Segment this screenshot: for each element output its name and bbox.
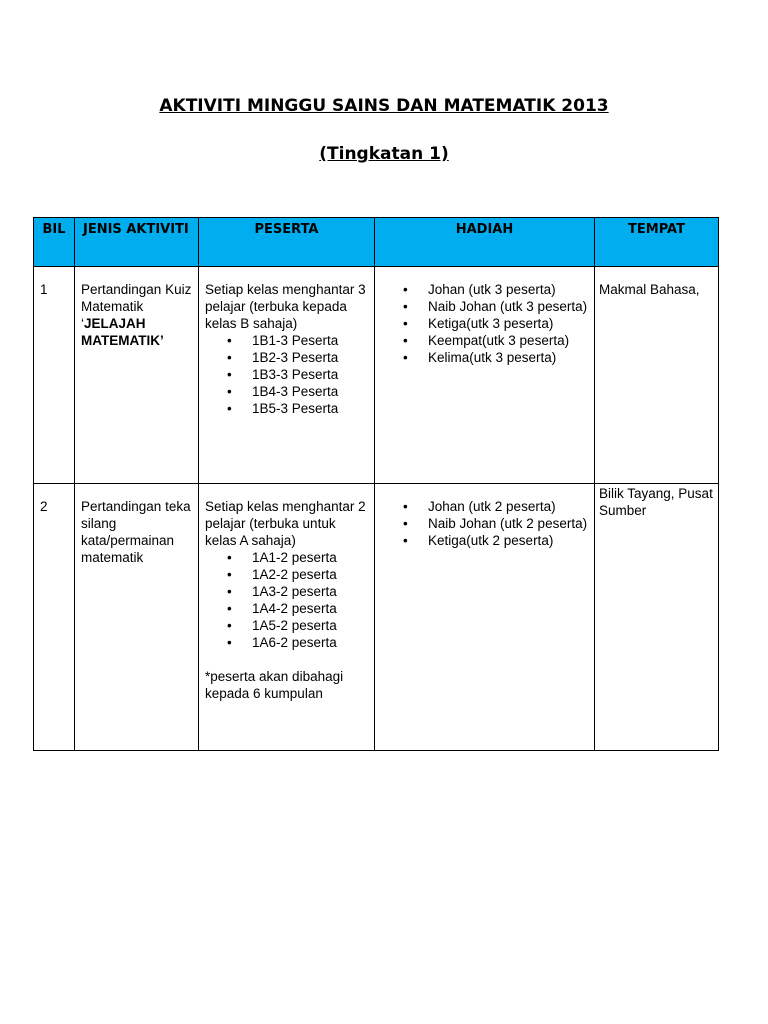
jenis-label: Pertandingan teka silang kata/permainan matematik: [81, 499, 191, 565]
jenis-text: [75, 267, 198, 349]
list-item: • 1A3-2 peserta: [227, 583, 368, 600]
list-item: • 1A1-2 peserta: [227, 549, 368, 566]
hadiah-list: [381, 498, 588, 549]
hadiah-list: [381, 281, 588, 366]
header-hadiah: HADIAH: [375, 218, 595, 267]
list-item: • 1B1-3 Peserta: [227, 332, 368, 349]
jenis-activity-name: JELAJAH MATEMATIK’: [81, 316, 164, 348]
list-item: • Keempat(utk 3 peserta): [403, 332, 588, 349]
list-item: • 1B2-3 Peserta: [227, 349, 368, 366]
tempat-cell: [595, 267, 719, 484]
peserta-content: [199, 267, 374, 417]
peserta-cell: [199, 484, 375, 751]
list-item: • Johan (utk 3 peserta): [403, 281, 588, 298]
list-item: • Ketiga(utk 2 peserta): [403, 532, 588, 549]
hadiah-cell: [375, 267, 595, 484]
list-item: • 1A6-2 peserta: [227, 634, 368, 651]
tempat-value: Makmal Bahasa,: [599, 282, 700, 297]
jenis-label: Pertandingan Kuiz Matematik ‘: [81, 282, 192, 331]
header-jenis-aktiviti: JENIS AKTIVITI: [75, 218, 199, 267]
jenis-cell: [75, 484, 199, 751]
table-row: [34, 484, 719, 751]
list-item: • 1A5-2 peserta: [227, 617, 368, 634]
peserta-content: [199, 484, 374, 702]
bil-value: 1: [40, 282, 48, 297]
list-item: • 1B3-3 Peserta: [227, 366, 368, 383]
jenis-cell: [75, 267, 199, 484]
peserta-list: [205, 549, 368, 651]
document-subtitle: (Tingkatan 1): [319, 144, 449, 164]
activities-table: [33, 217, 719, 751]
table-header: [34, 218, 719, 267]
list-item: • 1A2-2 peserta: [227, 566, 368, 583]
bil-cell: [34, 267, 75, 484]
peserta-intro: Setiap kelas menghantar 2 pelajar (terbuka untuk kelas A sahaja): [205, 499, 366, 548]
hadiah-content: [375, 267, 594, 366]
list-item: • 1B5-3 Peserta: [227, 400, 368, 417]
table-row: [34, 267, 719, 484]
peserta-intro: Setiap kelas menghantar 3 pelajar (terbuka kepada kelas B sahaja): [205, 282, 366, 331]
peserta-cell: [199, 267, 375, 484]
jenis-text: [75, 484, 198, 566]
bil-cell: [34, 484, 75, 751]
peserta-note: *peserta akan dibahagi kepada 6 kumpulan: [205, 669, 344, 701]
list-item: • 1A4-2 peserta: [227, 600, 368, 617]
hadiah-cell: [375, 484, 595, 751]
tempat-value: Bilik Tayang, Pusat Sumber: [599, 486, 713, 518]
list-item: • Ketiga(utk 3 peserta): [403, 315, 588, 332]
header-row: [34, 218, 719, 267]
list-item: • Johan (utk 2 peserta): [403, 498, 588, 515]
header-tempat: TEMPAT: [595, 218, 719, 267]
list-item: • Naib Johan (utk 2 peserta): [403, 515, 588, 532]
bil-value: 2: [40, 499, 48, 514]
list-item: • Naib Johan (utk 3 peserta): [403, 298, 588, 315]
hadiah-content: [375, 484, 594, 549]
peserta-list: [205, 332, 368, 417]
header-bil: BIL: [34, 218, 75, 267]
list-item: • 1B4-3 Peserta: [227, 383, 368, 400]
header-peserta: PESERTA: [199, 218, 375, 267]
document-title: AKTIVITI MINGGU SAINS DAN MATEMATIK 2013: [159, 96, 609, 116]
tempat-cell: [595, 484, 719, 751]
list-item: • Kelima(utk 3 peserta): [403, 349, 588, 366]
